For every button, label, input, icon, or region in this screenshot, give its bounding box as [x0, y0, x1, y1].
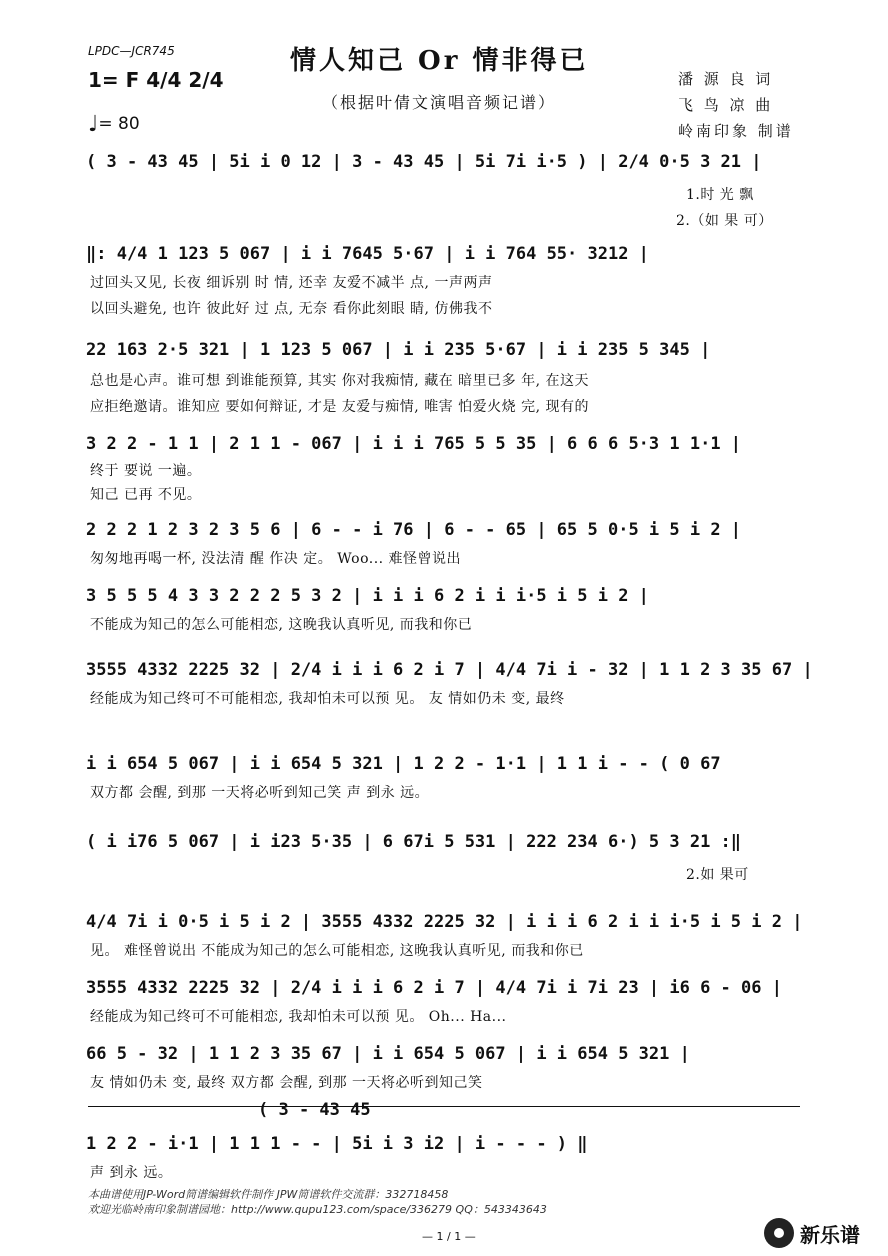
notation-line: ‖: 4/4 1 123 5 067 | i i 7645 5·67 | i i 764 55· 3212 | [86, 244, 649, 264]
lyric-line-2: 知己 已再 不见。 [90, 487, 202, 503]
lyric-line-1: 匆匆地再喝一杯, 没法清 醒 作决 定。 Woo... 难怪曾说出 [90, 551, 462, 567]
notation-line: ( 3 - 43 45 | 5i i 0 12 | 3 - 43 45 | 5i 7i i·5 ) | 2/4 0·5 3 21 | [86, 152, 762, 172]
footer-website: 欢迎光临岭南印象制谱园地：http://www.qupu123.com/space/336279 QQ：543343643 [88, 1203, 547, 1216]
lyric-line-1: 双方都 会醒, 到那 一天将必听到知己笑 声 到永 远。 [90, 785, 430, 801]
song-subtitle: （根据叶倩文演唱音频记谱） [322, 93, 557, 112]
notation-line: 4/4 7i i 0·5 i 5 i 2 | 3555 4332 2225 32 | i i i 6 2 i i i·5 i 5 i 2 | [86, 912, 803, 932]
lyric-line-1: 过回头又见, 长夜 细诉别 时 情, 还幸 友爱不减半 点, 一声两声 [90, 275, 493, 291]
lyric-line-1: 终于 要说 一遍。 [90, 463, 202, 479]
lyric-line-2: 以回头避免, 也许 彼此好 过 点, 无奈 看你此刻眼 睛, 仿佛我不 [90, 301, 493, 317]
footer-software: 本曲谱使用JP-Word简谱编辑软件制作 JPW简谱软件交流群：332718458 [88, 1188, 449, 1201]
notation-line: 2 2 2 1 2 3 2 3 5 6 | 6 - - i 76 | 6 - - 65 | 65 5 0·5 i 5 i 2 | [86, 520, 742, 540]
score-code: LPDC—JCR745 [88, 44, 175, 58]
lyricist-credit: 潘 源 良 词 [678, 70, 774, 88]
notation-line: 3 5 5 5 4 3 3 2 2 2 5 3 2 | i i i 6 2 i i i·5 i 5 i 2 | [86, 586, 649, 606]
composer-credit: 飞 鸟 凉 曲 [678, 96, 774, 114]
notation-line: 3555 4332 2225 32 | 2/4 i i i 6 2 i 7 | 4/4 7i i - 32 | 1 1 2 3 35 67 | [86, 660, 813, 680]
notation-line: ( i i76 5 067 | i i23 5·35 | 6 67i 5 531 | 222 234 6·) 5 3 21 :‖ [86, 832, 742, 852]
notation-line: ( 3 - 43 45 [258, 1100, 371, 1120]
notation-line: 3 2 2 - 1 1 | 2 1 1 - 067 | i i i 765 5 5 35 | 6 6 6 5·3 1 1·1 | [86, 434, 742, 454]
tempo-marking: ♩= 80 [88, 112, 140, 137]
site-logo [764, 1218, 860, 1248]
notation-line: 3555 4332 2225 32 | 2/4 i i i 6 2 i 7 | 4/4 7i i 7i 23 | i6 6 - 06 | [86, 978, 782, 998]
notation-line: 1 2 2 - i·1 | 1 1 1 - - | 5i i 3 i2 | i - - - ) ‖ [86, 1134, 588, 1154]
lyric-line-1: 经能成为知己终可不可能相恋, 我却怕未可以预 见。 友 情如仍未 变, 最终 [90, 691, 565, 707]
lyric-line-1: 不能成为知己的怎么可能相恋, 这晚我认真听见, 而我和你已 [90, 617, 473, 633]
lyric-line-1: 总也是心声。谁可想 到谁能预算, 其实 你对我痴情, 藏在 暗里已多 年, 在这天 [90, 373, 590, 389]
song-title: 情人知己 Or 情非得已 [290, 46, 589, 76]
lyric-line-1: 声 到永 远。 [90, 1165, 173, 1181]
lyric-line-1: 友 情如仍未 变, 最终 双方都 会醒, 到那 一天将必听到知己笑 [90, 1075, 483, 1091]
lyric-line-1: 1.时 光 飘 [686, 187, 754, 203]
lyric-line-2: 应拒绝邀请。谁知应 要如何辩证, 才是 友爱与痴情, 唯害 怕爱火烧 完, 现有的 [90, 399, 590, 415]
key-signature: 1= F 4/4 2/4 [88, 68, 224, 92]
logo-text: 新乐谱 [800, 1222, 860, 1247]
lyric-line-1: 经能成为知己终可不可能相恋, 我却怕未可以预 见。 Oh... Ha... [90, 1009, 507, 1025]
quarter-note-icon: ♩ [88, 112, 99, 137]
notation-line: 66 5 - 32 | 1 1 2 3 35 67 | i i 654 5 067 | i i 654 5 321 | [86, 1044, 690, 1064]
arranger-credit: 岭南印象 制谱 [678, 122, 794, 140]
lyric-line-2: 2.（如 果 可） [676, 213, 773, 229]
record-disc-icon [764, 1218, 794, 1248]
lyric-line-1: 见。 难怪曾说出 不能成为知己的怎么可能相恋, 这晚我认真听见, 而我和你已 [90, 943, 584, 959]
page-number: — 1 / 1 — [422, 1230, 476, 1243]
notation-line: i i 654 5 067 | i i 654 5 321 | 1 2 2 - 1·1 | 1 1 i - - ( 0 67 [86, 754, 721, 774]
lyric-line-1: 2.如 果可 [686, 867, 749, 883]
notation-line: 22 163 2·5 321 | 1 123 5 067 | i i 235 5·67 | i i 235 5 345 | [86, 340, 711, 360]
